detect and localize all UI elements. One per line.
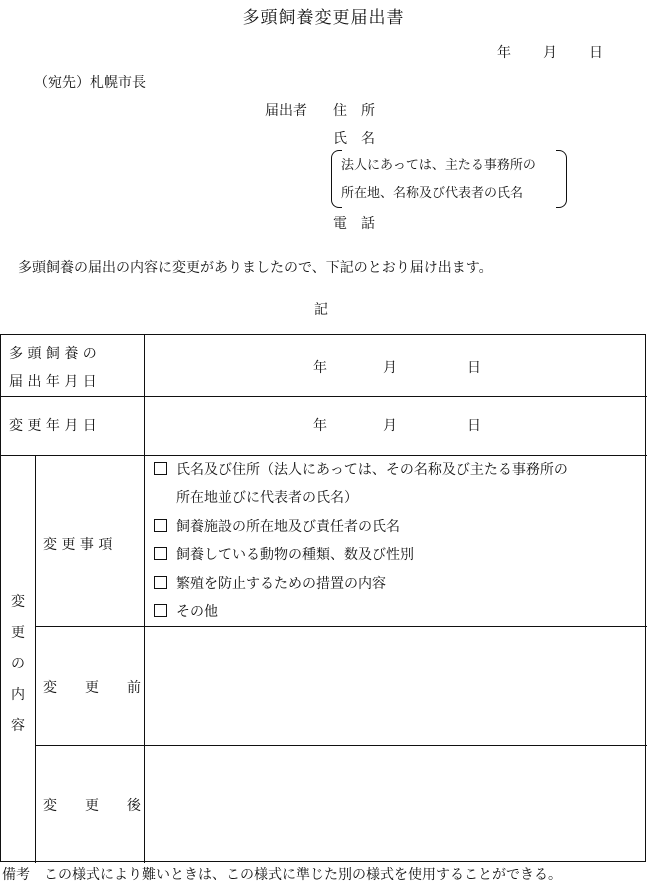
change-content-group-label <box>10 587 26 742</box>
group-char: の <box>11 656 25 672</box>
group-char: 容 <box>11 718 25 734</box>
corporate-note-line-1: 法人にあっては、主たる事務所の <box>341 158 536 173</box>
change-item-label: その他 <box>176 604 218 620</box>
change-item-label: 繁殖を防止するための措置の内容 <box>176 576 386 592</box>
group-char: 変 <box>11 594 25 610</box>
change-item-animals[interactable] <box>154 544 414 564</box>
checkbox-icon[interactable] <box>154 519 167 532</box>
name-label: 氏 名 <box>333 131 375 147</box>
change-items-label: 変 更 事 項 <box>43 537 113 553</box>
group-char: 内 <box>11 687 25 703</box>
addressee: （宛先）札幌市長 <box>34 75 146 91</box>
before-content-field[interactable] <box>145 627 645 744</box>
change-item-name-address[interactable] <box>154 459 568 479</box>
phone-label: 電 話 <box>333 216 375 232</box>
applicant-label: 届出者 <box>265 103 307 119</box>
submission-date <box>497 42 603 62</box>
checkbox-icon[interactable] <box>154 576 167 589</box>
change-date-label: 変 更 年 月 日 <box>9 418 97 434</box>
change-item-name-address-cont: 所在地並びに代表者の氏名） <box>176 490 358 506</box>
corporate-note-line-2: 所在地、名称及び代表者の氏名 <box>341 186 524 201</box>
address-label: 住 所 <box>333 103 375 119</box>
remarks: 備考 この様式により難いときは、この様式に準じた別の様式を使用することができる。 <box>2 867 562 883</box>
column-divider <box>35 455 36 863</box>
notification-date-label-1: 多 頭 飼 養 の <box>9 346 97 362</box>
after-content-field[interactable] <box>145 746 645 861</box>
statement: 多頭飼養の届出の内容に変更がありましたので、下記のとおり届け出ます。 <box>18 260 493 276</box>
change-item-other[interactable] <box>154 601 218 621</box>
row-divider <box>1 396 647 397</box>
change-item-label: 氏名及び住所（法人にあっては、その名称及び主たる事務所の <box>176 462 568 478</box>
year-label: 年 <box>497 45 511 61</box>
notification-date-label-2: 届 出 年 月 日 <box>9 374 97 390</box>
group-char: 更 <box>11 625 25 641</box>
change-table <box>0 334 646 862</box>
corporate-note <box>331 150 567 206</box>
change-item-label: 飼養施設の所在地及び責任者の氏名 <box>176 519 400 535</box>
month-label: 月 <box>543 45 557 61</box>
ki-heading: 記 <box>314 302 328 318</box>
day-label: 日 <box>589 45 603 61</box>
after-label: 変 更 後 <box>43 798 141 814</box>
change-date-value: 年 月 日 <box>313 418 481 434</box>
checkbox-icon[interactable] <box>154 604 167 617</box>
before-label: 変 更 前 <box>43 680 141 696</box>
change-item-breeding-prevention[interactable] <box>154 573 386 593</box>
change-item-facility[interactable] <box>154 516 400 536</box>
change-item-label: 飼養している動物の種類、数及び性別 <box>176 547 414 563</box>
checkbox-icon[interactable] <box>154 462 167 475</box>
row-divider <box>1 455 647 456</box>
checkbox-icon[interactable] <box>154 547 167 560</box>
right-paren <box>556 150 567 208</box>
document-title: 多頭飼養変更届出書 <box>242 8 405 28</box>
notification-date-value: 年 月 日 <box>313 360 481 376</box>
